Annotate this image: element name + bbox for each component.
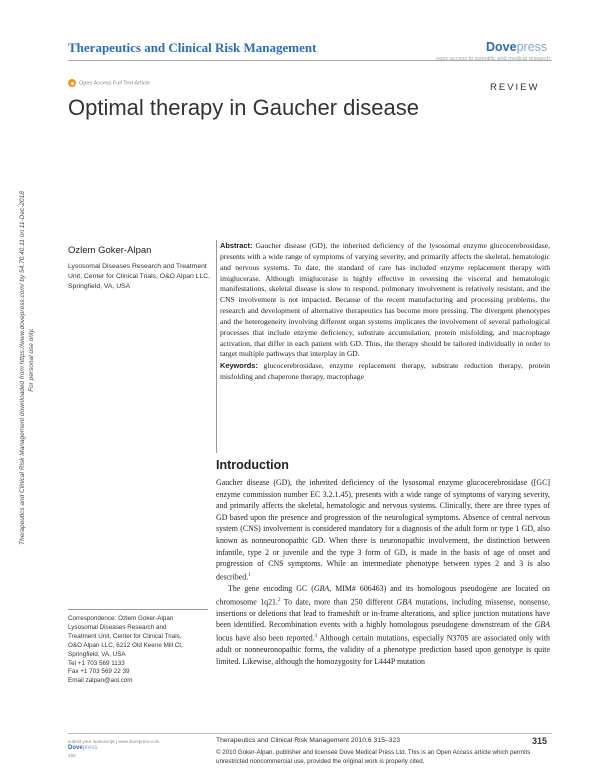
page-number: 315 <box>532 736 548 746</box>
download-notice-line2: For personal use only. <box>28 328 35 392</box>
correspondence <box>68 615 218 686</box>
publisher-logo-light: press <box>516 40 548 54</box>
introduction-paragraph-1: Gaucher disease (GD), the inherited deficiency of the lysosomal enzyme glucocerebrosidase ([GC] enzyme commission number EC 3.2.1.45), presents with a wide range of symptoms of varying severity, and primarily affects the skeletal, hematologic and nervous systems. Clinically, there are three types of GD based upon the presence and progression of the neurological symptoms. Absence of central nervous system (CNS) involvement is considered mandatory for a diagnosis of the adult form or type 1 GD, also known as nonneuronopathic GD. When there is neuronopathic involvement, the distinction between infantile, type 2 or juvenile and the type 3 form of GD, is made in the basis of age of onset and progression of CNS symptoms. While an intermediate phenotype between types 2 and 3 is also described.$^1$ <box>216 478 550 582</box>
keywords-text: glucocerebrosidase, enzyme replacement therapy, substrate reduction therapy, protein misfolding and chaperone therapy, macrophage <box>220 361 550 382</box>
correspondence-line: O&O Alpan LLC, 6212 Old Keene Mill Ct, <box>68 641 183 649</box>
citation[interactable]: 3 <box>314 633 318 639</box>
abstract <box>216 241 550 383</box>
journal-title: Therapeutics and Clinical Risk Management <box>68 40 317 55</box>
footer-left: submit your manuscript | www.dovepress.com Dovepress 493 <box>68 738 218 759</box>
introduction-heading: Introduction <box>216 458 289 472</box>
correspondence-phone: Tel +1 703 569 1133 <box>68 659 125 667</box>
footer-dovepress-logo: Dovepress <box>68 745 98 751</box>
download-notice-line1: Therapeutics and Clinical Risk Management downloaded from https://www.dovepress.com/ by 54.70.40.11 on 11-Dec-2018 <box>19 191 26 545</box>
abstract-text: Gaucher disease (GD), the inherited deficiency of the lysosomal enzyme glucocerebrosidase, presents with a wide range of symptoms of varying severity, and primarily affects the skeletal, hematologic and nervous systems. To date, the standard of care has included enzyme replacement therapy with imiglucerase. Although imiglucerase is highly effective in reversing the visceral and hematologic manifestations, skeletal disease is slow to respond, pulmonary involvement is relatively resistant, and the CNS involvement is not impacted. Because of the recent manufacturing and processing problems, the research and development of alternative therapeutics has become more pressing. The divergent phenotypes and the heterogeneity involving different organ systems implicates the involvement of several pathological processes that include enzyme deficiency, substrate accumulation, protein misfolding, and macrophage activation, that differ in each patient with GD. Thus, the therapy should be tailored individually in order to target multiple pathways that interplay in GD. <box>220 241 550 359</box>
correspondence-line: Lysosomal Diseases Research and <box>68 623 167 631</box>
open-access-text: Open Access Full Text Article <box>79 80 150 87</box>
submit-manuscript-link[interactable]: submit your manuscript <box>68 739 115 744</box>
author-affiliation: Lysosomal Diseases Research and Treatment Unit, Center for Clinical Trials, O&O Alpan LLC, Springfield, VA, USA <box>68 263 211 290</box>
footer-small-number: 493 <box>68 753 76 758</box>
publisher-logo <box>486 40 547 54</box>
introduction-body <box>216 477 550 667</box>
introduction-paragraph-2: The gene encoding GC (GBA, MIM# 606463) and its homologous pseudogene are located on chromosome 1q21.$^2$ To date, more than 250 different GBA mutations, including missense, nonsense, insertions or deletions that lead to frameshift or in-frame alterations, and splice junction mutations have been identified. Recombination events with a highly homologous pseudogene downstream of the GBA locus have also been reported.$^3$ Although certain mutations, especially N370S are associated only with adult or nonneuronopathic forms, the validity of a phenotype prediction based upon genotype is quite limited. Likewise, although the homozygosity for L444P mutation <box>216 583 550 666</box>
article-type: REVIEW <box>490 82 540 93</box>
abstract-label: Abstract: <box>220 241 253 250</box>
correspondence-name: Ozlem Goker-Alpan <box>118 615 174 622</box>
correspondence-line: Springfield, VA, USA <box>68 650 126 658</box>
correspondence-fax: Fax +1 703 569 22 39 <box>68 668 130 676</box>
open-access-icon <box>68 79 76 87</box>
footer-copyright: © 2010 Goker-Alpan, publisher and licensee Dove Medical Press Ltd. This is an Open Access article which permits unrestricted noncommercial use, provided the original work is properly cited. <box>216 749 531 765</box>
author-name: Ozlem Goker-Alpan <box>68 245 152 256</box>
correspondence-divider <box>68 609 208 610</box>
article-title: Optimal therapy in Gaucher disease <box>68 95 419 120</box>
header-divider <box>68 60 552 61</box>
citation[interactable]: 1 <box>248 572 251 578</box>
keywords-label: Keywords: <box>220 361 258 371</box>
dovepress-url[interactable]: www.dovepress.com <box>118 739 160 744</box>
publisher-tagline: open access to scientific and medical research <box>436 56 550 62</box>
open-access-label <box>68 79 150 87</box>
citation[interactable]: 2 <box>277 597 281 603</box>
correspondence-email[interactable]: Email zalpan@aol.com <box>68 677 133 685</box>
correspondence-label: Correspondence: <box>68 615 117 622</box>
footer-journal-ref: Therapeutics and Clinical Risk Management 2010:6 315–323 <box>216 737 401 744</box>
publisher-logo-bold: Dove <box>486 40 517 54</box>
footer-divider <box>68 733 552 734</box>
correspondence-line: Treatment Unit, Center for Clinical Trials, <box>68 632 182 640</box>
keywords <box>220 361 550 383</box>
